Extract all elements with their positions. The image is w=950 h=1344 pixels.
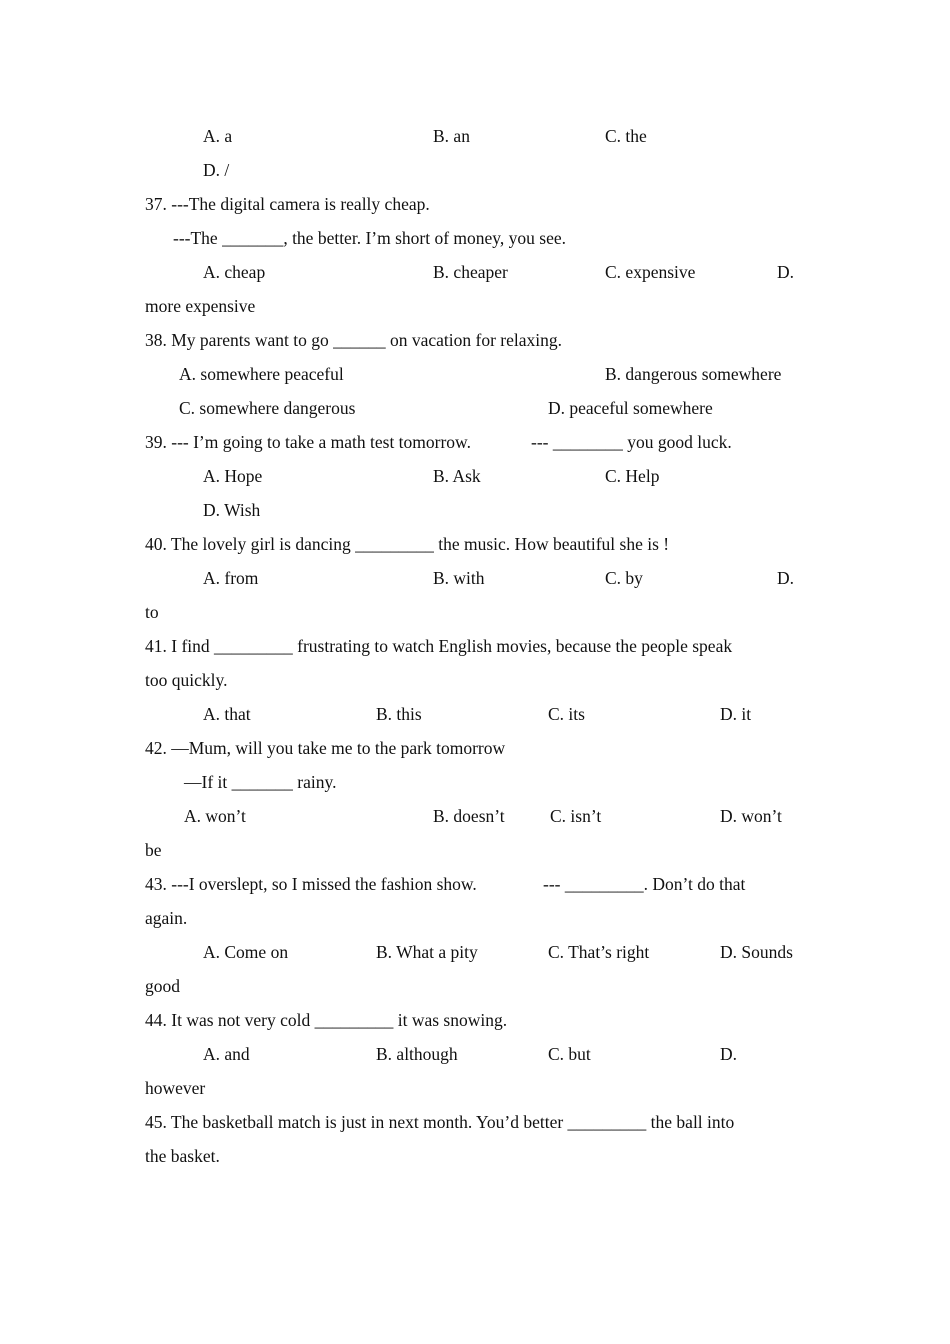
q45-stem: 45. The basketball match is just in next month. You’d better _________ the ball into — [145, 1112, 735, 1132]
q40-stem: 40. The lovely girl is dancing _________ the music. How beautiful she is ! — [145, 534, 670, 554]
q39-option-b: B. Ask — [433, 466, 481, 486]
q44-stem: 44. It was not very cold _________ it was snowing. — [145, 1010, 508, 1030]
q44-option-d: D. — [720, 1044, 738, 1064]
q44-option-b: B. although — [376, 1044, 458, 1064]
q41-stem-cont: too quickly. — [145, 670, 228, 690]
q41-option-b: B. this — [376, 704, 422, 724]
q43-reply: --- _________. Don’t do that — [543, 874, 746, 894]
q42-option-b: B. doesn’t — [433, 806, 505, 826]
q36-option-d: D. / — [203, 160, 230, 180]
q39-stem: 39. --- I’m going to take a math test tomorrow. — [145, 432, 471, 452]
q42-option-c: C. isn’t — [550, 806, 602, 826]
q43-option-d-cont: good — [145, 976, 180, 996]
q42-reply: —If it _______ rainy. — [184, 772, 337, 792]
q43-option-b: B. What a pity — [376, 942, 478, 962]
q44-option-c: C. but — [548, 1044, 591, 1064]
q44-option-a: A. and — [203, 1044, 250, 1064]
q41-option-a: A. that — [203, 704, 251, 724]
q40-option-d-cont: to — [145, 602, 159, 622]
q42-option-d-cont: be — [145, 840, 162, 860]
q42-option-a: A. won’t — [184, 806, 246, 826]
q40-option-d: D. — [777, 568, 795, 588]
q37-option-d-cont: more expensive — [145, 296, 256, 316]
q42-stem: 42. —Mum, will you take me to the park tomorrow — [145, 738, 506, 758]
q37-stem: 37. ---The digital camera is really cheap. — [145, 194, 430, 214]
q39-option-d: D. Wish — [203, 500, 261, 520]
q37-option-d: D. — [777, 262, 795, 282]
q40-option-c: C. by — [605, 568, 643, 588]
q41-stem: 41. I find _________ frustrating to watch English movies, because the people speak — [145, 636, 733, 656]
q38-option-a: A. somewhere peaceful — [179, 364, 344, 384]
q37-reply: ---The _______, the better. I’m short of money, you see. — [173, 228, 566, 248]
q43-option-a: A. Come on — [203, 942, 289, 962]
q42-option-d: D. won’t — [720, 806, 782, 826]
q40-option-b: B. with — [433, 568, 485, 588]
q41-option-c: C. its — [548, 704, 585, 724]
q43-stem-cont: again. — [145, 908, 188, 928]
q45-stem-cont: the basket. — [145, 1146, 220, 1166]
q37-option-b: B. cheaper — [433, 262, 508, 282]
q40-option-a: A. from — [203, 568, 259, 588]
q38-option-b: B. dangerous somewhere — [605, 364, 782, 384]
q39-option-c: C. Help — [605, 466, 660, 486]
q36-option-b: B. an — [433, 126, 470, 146]
q41-option-d: D. it — [720, 704, 752, 724]
q43-option-c: C. That’s right — [548, 942, 650, 962]
q43-option-d: D. Sounds — [720, 942, 793, 962]
q36-option-a: A. a — [203, 126, 233, 146]
q38-option-d: D. peaceful somewhere — [548, 398, 713, 418]
q39-reply: --- ________ you good luck. — [531, 432, 732, 452]
q38-stem: 38. My parents want to go ______ on vacation for relaxing. — [145, 330, 562, 350]
q37-option-a: A. cheap — [203, 262, 266, 282]
q38-option-c: C. somewhere dangerous — [179, 398, 356, 418]
q44-option-d-cont: however — [145, 1078, 206, 1098]
q43-stem: 43. ---I overslept, so I missed the fashion show. — [145, 874, 477, 894]
q39-option-a: A. Hope — [203, 466, 263, 486]
q37-option-c: C. expensive — [605, 262, 696, 282]
q36-option-c: C. the — [605, 126, 647, 146]
